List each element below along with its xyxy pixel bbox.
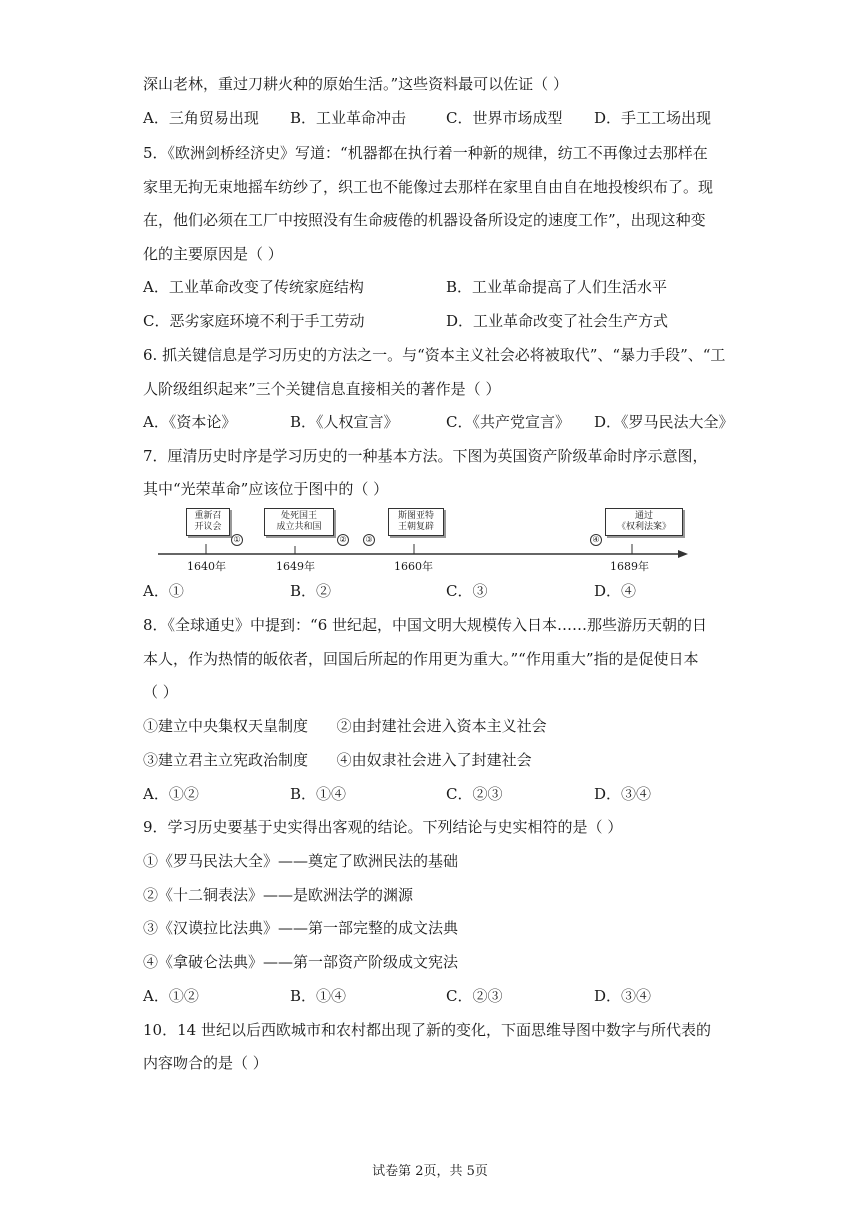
timeline-box-1689: 通过 《权利法案》 (605, 508, 683, 536)
timeline-marker-1: ① (231, 534, 243, 546)
q8-stem-3: （ ） (143, 683, 178, 701)
q9-stem: 9．学习历史要基于史实得出客观的结论。下列结论与史实相符的是（ ） (143, 818, 623, 836)
timeline-box-1660: 斯图亚特 王朝复辟 (388, 508, 444, 536)
q7-option-a[interactable]: A．① (143, 582, 184, 600)
q6-option-c[interactable]: C．《共产党宣言》 (446, 413, 570, 431)
q5-stem-4: 化的主要原因是（ ） (143, 245, 283, 263)
q8-option-b[interactable]: B．①④ (290, 785, 347, 803)
q7-stem-1: 7．厘清历史时序是学习历史的一种基本方法。下图为英国资产阶级革命时序示意图， (143, 447, 708, 465)
q8-option-a[interactable]: A．①② (143, 785, 199, 803)
q9-option-b[interactable]: B．①④ (290, 987, 347, 1005)
timeline-figure (150, 506, 690, 576)
q5-option-b[interactable]: B．工业革命提高了人们生活水平 (446, 278, 668, 296)
q6-stem-2: 人阶级组织起来”三个关键信息直接相关的著作是（ ） (143, 380, 501, 398)
q7-stem-2: 其中“光荣革命”应该位于图中的（ ） (143, 480, 389, 498)
q9-option-a[interactable]: A．①② (143, 987, 199, 1005)
q9-statement-1: ①《罗马民法大全》——奠定了欧洲民法的基础 (143, 852, 459, 870)
q8-stem-2: 本人，作为热情的皈依者，回国后所起的作用更为重大。”“作用重大”指的是促使日本 (143, 650, 699, 668)
q4-option-b[interactable]: B．工业革命冲击 (290, 109, 407, 127)
q10-stem-1: 10．14 世纪以后西欧城市和农村都出现了新的变化，下面思维导图中数字与所代表的 (143, 1021, 711, 1039)
q8-option-c[interactable]: C．②③ (446, 785, 503, 803)
timeline-marker-4: ④ (590, 534, 602, 546)
timeline-year-1640: 1640年 (187, 560, 226, 573)
timeline-box-1649: 处死国王 成立共和国 (264, 508, 334, 536)
timeline-box-1640: 重新召 开议会 (186, 508, 230, 536)
q7-option-d[interactable]: D．④ (594, 582, 637, 600)
timeline-year-1689: 1689年 (610, 560, 649, 573)
q5-stem-2: 家里无拘无束地摇车纺纱了，织工也不能像过去那样在家里自由自在地投梭织布了。现 (143, 178, 714, 196)
q5-option-c[interactable]: C．恶劣家庭环境不利于手工劳动 (143, 312, 365, 330)
page-footer: 试卷第 2页，共 5页 (372, 1164, 488, 1179)
q4-option-d[interactable]: D．手工工场出现 (594, 109, 712, 127)
timeline-marker-2: ② (337, 534, 349, 546)
q6-option-d[interactable]: D．《罗马民法大全》 (594, 413, 734, 431)
q8-statements-1: ①建立中央集权天皇制度 ②由封建社会进入资本主义社会 (143, 717, 547, 735)
q9-option-d[interactable]: D．③④ (594, 987, 652, 1005)
q9-statement-3: ③《汉谟拉比法典》——第一部完整的成文法典 (143, 919, 459, 937)
q5-option-a[interactable]: A．工业革命改变了传统家庭结构 (143, 278, 364, 296)
q5-stem-3: 在，他们必须在工厂中按照没有生命疲倦的机器设备所设定的速度工作”，出现这种变 (143, 211, 706, 229)
q8-option-d[interactable]: D．③④ (594, 785, 652, 803)
q9-statement-4: ④《拿破仑法典》——第一部资产阶级成文宪法 (143, 953, 459, 971)
q10-stem-2: 内容吻合的是（ ） (143, 1054, 268, 1072)
q4-stem-tail: 深山老林，重过刀耕火种的原始生活。”这些资料最可以佐证（ ） (143, 75, 568, 93)
timeline-year-1649: 1649年 (276, 560, 315, 573)
q6-option-a[interactable]: A．《资本论》 (143, 413, 237, 431)
q6-option-b[interactable]: B．《人权宣言》 (290, 413, 399, 431)
q4-option-c[interactable]: C．世界市场成型 (446, 109, 563, 127)
q8-statements-2: ③建立君主立宪政治制度 ④由奴隶社会进入了封建社会 (143, 751, 532, 769)
q9-statement-2: ②《十二铜表法》——是欧洲法学的渊源 (143, 886, 414, 904)
timeline-marker-3: ③ (363, 534, 375, 546)
q4-option-a[interactable]: A．三角贸易出现 (143, 109, 259, 127)
q8-stem-1: 8．《全球通史》中提到：“6 世纪起，中国文明大规模传入日本……那些游历天朝的日 (143, 616, 708, 634)
q5-option-d[interactable]: D．工业革命改变了社会生产方式 (446, 312, 669, 330)
timeline-year-1660: 1660年 (394, 560, 433, 573)
q5-stem-1: 5．《欧洲剑桥经济史》写道：“机器都在执行着一种新的规律，纺工不再像过去那样在 (143, 144, 708, 162)
q6-stem-1: 6. 抓关键信息是学习历史的方法之一。与“资本主义社会必将被取代”、“暴力手段”、“工 (143, 346, 726, 364)
q7-option-c[interactable]: C．③ (446, 582, 488, 600)
q9-option-c[interactable]: C．②③ (446, 987, 503, 1005)
q7-option-b[interactable]: B．② (290, 582, 332, 600)
